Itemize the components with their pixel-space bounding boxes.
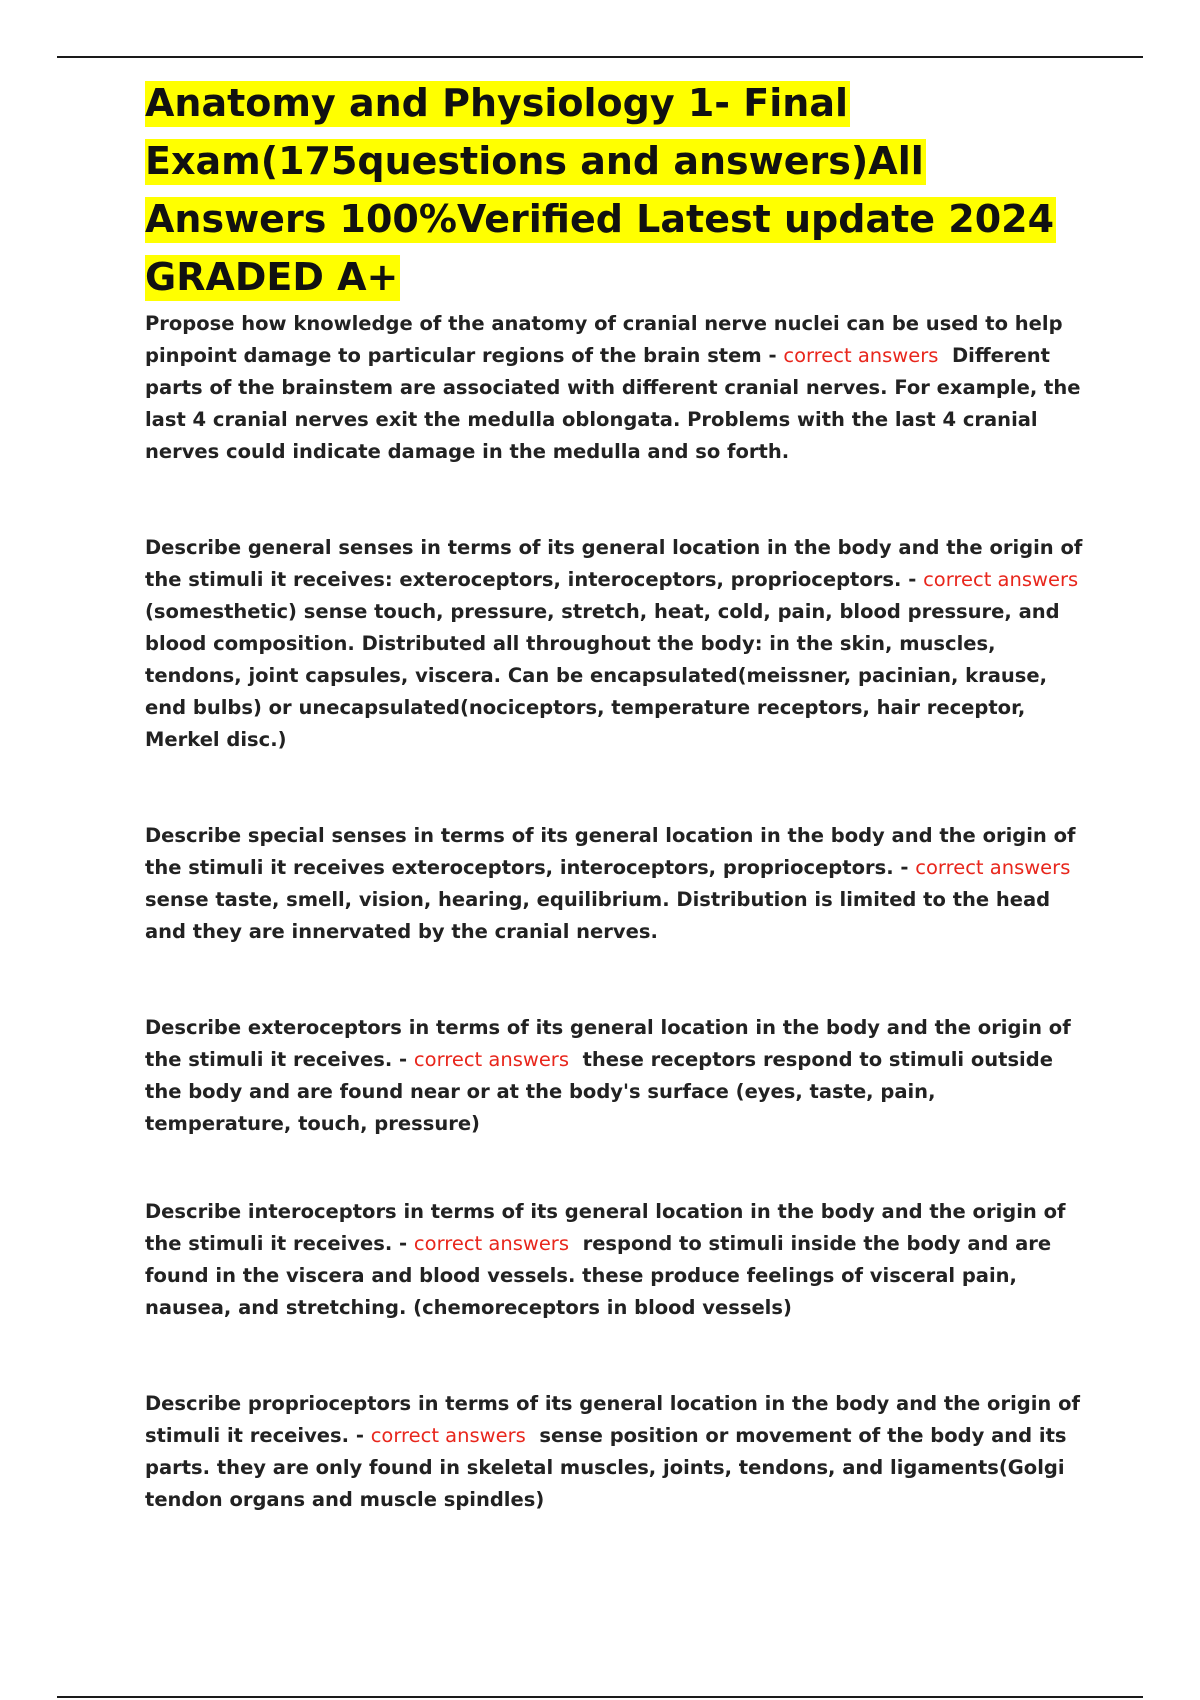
qa-entry: [145, 1388, 1085, 1516]
question-text: Describe exteroceptors in terms of its general location in the body and the origin of the stimuli it receives.: [145, 1016, 1071, 1071]
document-body: [145, 74, 1085, 1516]
answer-tag: correct answers: [413, 1232, 569, 1255]
top-divider: [57, 56, 1143, 58]
question-text: Describe proprioceptors in terms of its general location in the body and the origin of stimuli it receives.: [145, 1392, 1080, 1447]
answer-tag: correct answers: [413, 1048, 569, 1071]
answer-text: respond to stimuli inside the body and are found in the viscera and blood vessels. these produce feelings of visceral pain, nausea, and stretching. (chemoreceptors in blood vessels): [145, 1232, 1052, 1319]
qa-entry: [145, 1012, 1085, 1140]
separator: -: [901, 568, 924, 591]
bottom-divider: [57, 1696, 1143, 1698]
separator: -: [893, 856, 916, 879]
separator: -: [349, 1424, 371, 1447]
question-text: Propose how knowledge of the anatomy of cranial nerve nuclei can be used to help pinpoint damage to particular regions of the brain stem: [145, 312, 1063, 367]
separator: -: [392, 1232, 414, 1255]
answer-tag: correct answers: [915, 856, 1071, 879]
answer-tag: correct answers: [370, 1424, 526, 1447]
separator: -: [392, 1048, 414, 1071]
qa-entry: [145, 532, 1085, 756]
answer-text: sense position or movement of the body and its parts. they are only found in skeletal muscles, joints, tendons, and ligaments(Golgi tendon organs and muscle spindles): [145, 1424, 1067, 1511]
title-highlight: Anatomy and Physiology 1- Final Exam(175questions and answers)All Answers 100%Verified Latest update 2024 GRADED A+: [145, 81, 1055, 299]
document-title: [145, 74, 1085, 306]
question-text: Describe interoceptors in terms of its general location in the body and the origin of the stimuli it receives.: [145, 1200, 1066, 1255]
qa-entry: [145, 1196, 1085, 1324]
answer-text: sense taste, smell, vision, hearing, equilibrium. Distribution is limited to the head and they are innervated by the cranial nerves.: [145, 888, 1051, 943]
qa-entry: [145, 308, 1085, 468]
question-text: Describe special senses in terms of its general location in the body and the origin of the stimuli it receives exteroceptors, interoceptors, proprioceptors.: [145, 824, 1076, 879]
answer-text: Different parts of the brainstem are associated with different cranial nerves. For example, the last 4 cranial nerves exit the medulla oblongata. Problems with the last 4 cranial nerves could indicate damage in the medulla and so forth.: [145, 344, 1081, 463]
answer-tag: correct answers: [783, 344, 939, 367]
question-text: Describe general senses in terms of its general location in the body and the origin of the stimuli it receives: exteroceptors, interoceptors, proprioceptors.: [145, 536, 1083, 591]
answer-text: (somesthetic) sense touch, pressure, stretch, heat, cold, pain, blood pressure, and blood composition. Distributed all throughout the body: in the skin, muscles, tendons, joint capsules, viscera. Can be encapsulated(meissner, pacinian, krause, end bulbs) or unecapsulated(nociceptors, temperature receptors, hair receptor, Merkel disc.): [145, 600, 1060, 751]
answer-tag: correct answers: [923, 568, 1079, 591]
separator: -: [761, 344, 784, 367]
answer-text: these receptors respond to stimuli outside the body and are found near or at the body's surface (eyes, taste, pain, temperature, touch, pressure): [145, 1048, 1053, 1135]
qa-entry: [145, 820, 1085, 948]
